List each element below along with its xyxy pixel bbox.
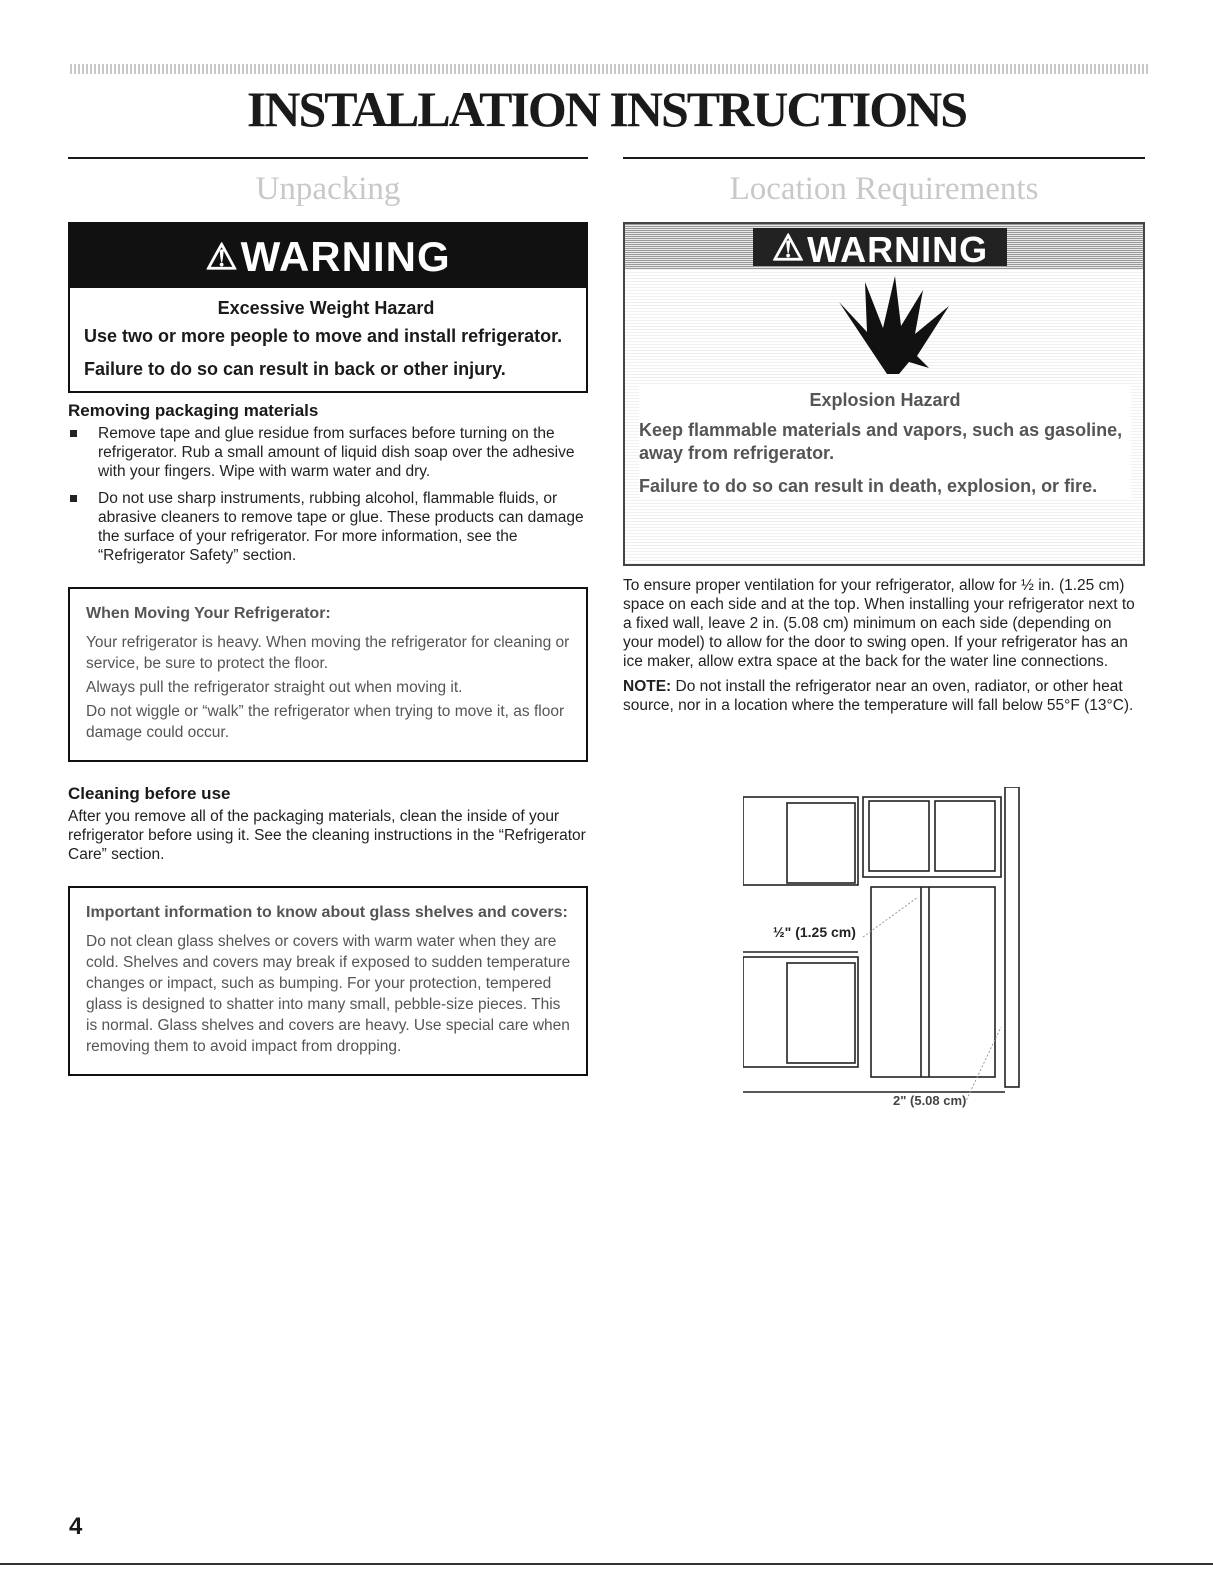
warning-banner-strip xyxy=(625,224,1143,269)
page-title: INSTALLATION INSTRUCTIONS xyxy=(246,81,967,137)
removing-packaging-heading: Removing packaging materials xyxy=(68,401,319,420)
warning-label: WARNING xyxy=(807,229,989,270)
warning-line: Failure to do so can result in back or other injury. xyxy=(84,359,506,379)
left-column xyxy=(68,157,588,1076)
list-item: Do not use sharp instruments, rubbing alcohol, flammable fluids, or abrasive cleaners to remove tape or glue. These products can damage the surface of your refrigerator. For more information, see the “Refrigerator Safety” section. xyxy=(68,489,588,565)
list-item: Remove tape and glue residue from surfaces before turning on the refrigerator. Rub a small amount of liquid dish soap over the adhesive with your fingers. Wipe with warm water and dry. xyxy=(68,424,588,481)
moving-box-heading: When Moving Your Refrigerator: xyxy=(86,605,331,622)
ventilation-text: To ensure proper ventilation for your refrigerator, allow for ½ in. (1.25 cm) space on each side and at the top. When installing your refrigerator next to a fixed wall, leave 2 in. (5.08 cm) minimum on each side (depending on your model) to allow for the door to swing open. If your refrigerator has an ice maker, allow extra space at the back for the water line connections. xyxy=(623,577,1135,670)
hazard-title: Explosion Hazard xyxy=(809,390,961,410)
warning-triangle-icon: ⚠ xyxy=(771,227,806,268)
cleaning-heading: Cleaning before use xyxy=(68,784,231,803)
moving-box-paragraph: Your refrigerator is heavy. When moving the refrigerator for cleaning or service, be sure to protect the floor. xyxy=(86,634,570,672)
warning-body xyxy=(639,384,1131,498)
moving-info-box xyxy=(68,587,588,762)
warning-triangle-icon: ⚠ xyxy=(205,236,239,277)
warning-line: Failure to do so can result in death, explosion, or fire. xyxy=(639,476,1098,496)
explosion-icon xyxy=(825,276,955,376)
clearance-diagram xyxy=(743,787,1043,1127)
explosion-warning-box xyxy=(623,222,1145,566)
glass-box-text: Do not clean glass shelves or covers with warm water when they are cold. Shelves and covers may break if exposed to sudden temperature changes or impact, such as bumping. For your protection, tempered glass is designed to shatter into many small, pebble-size pieces. This is normal. Glass shelves and covers are heavy. Use special care when removing them to avoid impact from dropping. xyxy=(86,933,571,1055)
warning-line: Keep flammable materials and vapors, such as gasoline, away from refrigerator. xyxy=(639,420,1123,463)
warning-banner xyxy=(753,227,1007,270)
warning-line: Use two or more people to move and install refrigerator. xyxy=(84,326,563,346)
unpacking-section-title: Unpacking xyxy=(255,171,401,207)
moving-box-paragraph: Always pull the refrigerator straight out when moving it. xyxy=(86,679,463,696)
hazard-title: Excessive Weight Hazard xyxy=(217,298,435,318)
cleaning-text: After you remove all of the packaging materials, clean the inside of your refrigerator before using it. See the cleaning instructions in the “Refrigerator Care” section. xyxy=(68,808,586,863)
two-inch-clearance-label: 2" (5.08 cm) xyxy=(893,1093,967,1108)
warning-label: WARNING xyxy=(240,233,451,280)
bottom-rule xyxy=(0,1563,1213,1565)
removing-bullet-list xyxy=(68,424,588,565)
glass-box-heading: Important information to know about glass shelves and covers: xyxy=(86,904,568,921)
warning-body xyxy=(70,288,586,391)
warning-banner xyxy=(70,224,586,288)
top-dither-band xyxy=(70,64,1148,74)
note-paragraph xyxy=(623,677,1145,715)
note-text: Do not install the refrigerator near an oven, radiator, or other heat source, nor in a location where the temperature will fall below 55°F (13°C). xyxy=(623,678,1134,714)
location-section-title: Location Requirements xyxy=(729,171,1039,207)
page-number: 4 xyxy=(69,1513,83,1540)
glass-info-box xyxy=(68,886,588,1076)
moving-box-paragraph: Do not wiggle or “walk” the refrigerator when trying to move it, as floor damage could occur. xyxy=(86,703,565,741)
note-label: NOTE: xyxy=(623,678,672,695)
weight-warning-box xyxy=(68,222,588,393)
right-column xyxy=(623,157,1145,1108)
half-inch-clearance-label: ½" (1.25 cm) xyxy=(773,924,856,940)
